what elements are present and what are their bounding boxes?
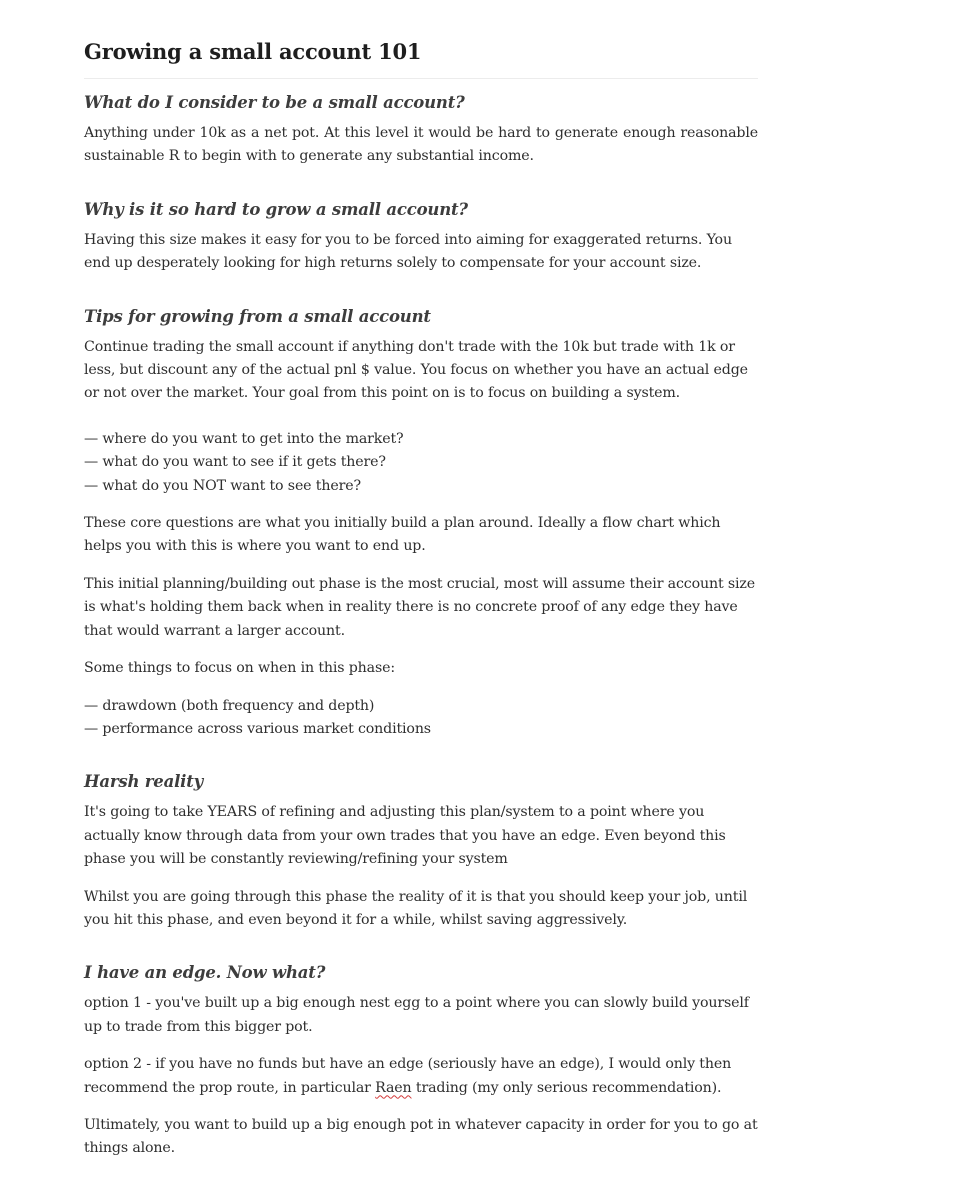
spellcheck-flagged-word[interactable]: Raen (375, 1079, 412, 1096)
paragraph: These core questions are what you initially build a plan around. Ideally a flow chart which helps you with this is where you want to end up. (84, 515, 721, 555)
paragraph: Some things to focus on when in this phase: (84, 660, 395, 677)
paragraph: Having this size makes it easy for you to be forced into aiming for exaggerated returns. You end up desperately looking for high returns solely to compensate for your account size. (84, 231, 732, 272)
section-heading: Harsh reality (84, 772, 204, 792)
section-tips (84, 304, 758, 742)
section-why-hard (84, 197, 758, 276)
option-2-text: option 2 - if you have no funds but have an edge (seriously have an edge), I would only then recommend the prop route, in particular (84, 1056, 732, 1096)
section-harsh-reality (84, 769, 758, 932)
list-item: — what do you want to see if it gets there? (84, 454, 386, 471)
list-item: — performance across various market conditions (84, 720, 431, 737)
section-heading: Tips for growing from a small account (84, 306, 431, 326)
paragraph: This initial planning/building out phase is the most crucial, most will assume their account size is what's holding them back when in reality there is no concrete proof of any edge they have that would warrant a larger account. (84, 575, 755, 639)
list-item: — where do you want to get into the market? (84, 430, 404, 447)
document-page (84, 34, 758, 1161)
paragraph-option-1: option 1 - you've built up a big enough nest egg to a point where you can slowly build yourself up to trade from this bigger pot. (84, 995, 749, 1035)
paragraph: It's going to take YEARS of refining and adjusting this plan/system to a point where you actually know through data from your own trades that you have an edge. Even beyond this phase you will be constantly reviewing/refining your system (84, 804, 726, 868)
focus-list (84, 695, 758, 742)
paragraph: Continue trading the small account if anything don't trade with the 10k but trade with 1k or less, but discount any of the actual pnl $ value. You focus on whether you have an actual edge or not over the market. Your goal from this point on is to focus on building a system. (84, 338, 748, 402)
paragraph-closing: Ultimately, you want to build up a big enough pot in whatever capacity in order for you to go at things alone. (84, 1116, 758, 1157)
section-edge-now-what (84, 960, 758, 1160)
questions-list (84, 428, 758, 498)
option-2-text-end: trading (my only serious recommendation). (411, 1079, 722, 1096)
paragraph: Anything under 10k as a net pot. At this level it would be hard to generate enough reasonable sustainable R to begin with to generate any substantial income. (84, 125, 758, 165)
paragraph-option-2 (84, 1053, 758, 1100)
page-title: Growing a small account 101 (84, 39, 422, 64)
section-small-account-definition (84, 90, 758, 169)
list-item: — drawdown (both frequency and depth) (84, 697, 375, 714)
paragraph: Whilst you are going through this phase the reality of it is that you should keep your job, until you hit this phase, and even beyond it for a while, whilst saving aggressively. (84, 888, 748, 928)
section-heading: I have an edge. Now what? (84, 963, 326, 983)
title-divider (84, 78, 758, 79)
section-heading: Why is it so hard to grow a small account? (84, 199, 468, 219)
section-heading: What do I consider to be a small account? (84, 93, 465, 112)
list-item: — what do you NOT want to see there? (84, 477, 361, 494)
